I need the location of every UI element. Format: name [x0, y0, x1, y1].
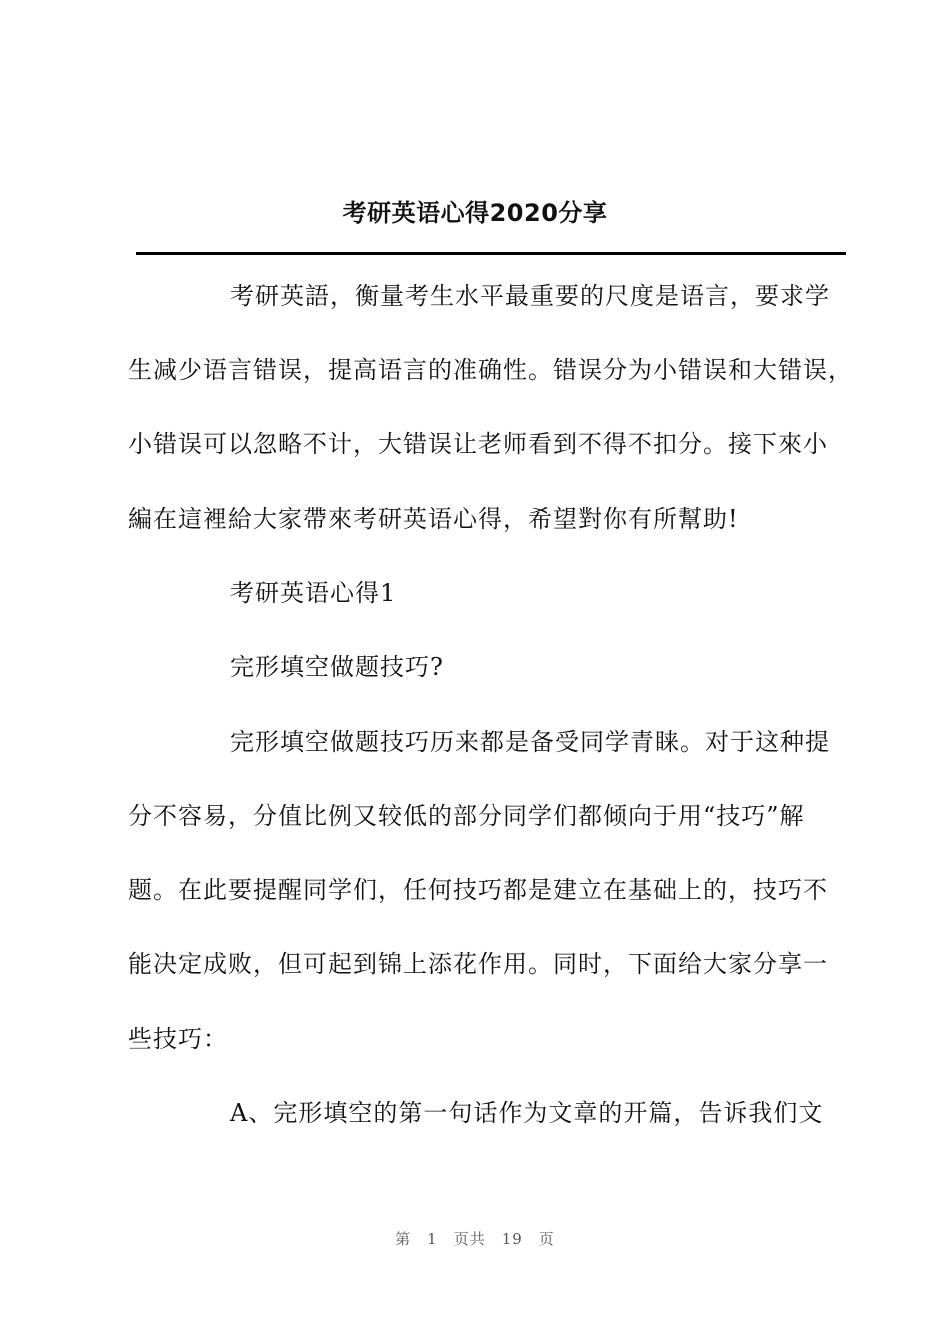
paragraph-line: 分不容易，分值比例又较低的部分同学们都倾向于用“技巧”解 — [128, 802, 805, 830]
paragraph-line: A、完形填空的第一句话作为文章的开篇，告诉我们文 — [230, 1099, 824, 1127]
paragraph-line: 些技巧： — [128, 1025, 228, 1053]
subsection-heading: 完形填空做题技巧? — [230, 653, 444, 681]
paragraph-line: 生减少语言错误，提高语言的准确性。错误分为小错误和大错误， — [128, 356, 853, 384]
paragraph-line: 题。在此要提醒同学们，任何技巧都是建立在基础上的，技巧不 — [128, 876, 828, 904]
paragraph-line: 能决定成败，但可起到锦上添花作用。同时，下面给大家分享一 — [128, 950, 828, 978]
page-number-footer: 第 1 页共 19 页 — [395, 1230, 555, 1248]
paragraph-line: 編在這裡給大家帶來考研英语心得，希望對你有所幫助! — [128, 505, 739, 533]
section-heading: 考研英语心得1 — [230, 579, 397, 607]
title-underline — [136, 252, 846, 255]
document-title: 考研英语心得2020分享 — [342, 199, 608, 227]
paragraph-line: 小错误可以忽略不计，大错误让老师看到不得不扣分。接下來小 — [128, 430, 828, 458]
paragraph-line: 考研英語，衡量考生水平最重要的尺度是语言，要求学 — [230, 282, 830, 310]
paragraph-line: 完形填空做题技巧历来都是备受同学青睐。对于这种提 — [230, 728, 830, 756]
